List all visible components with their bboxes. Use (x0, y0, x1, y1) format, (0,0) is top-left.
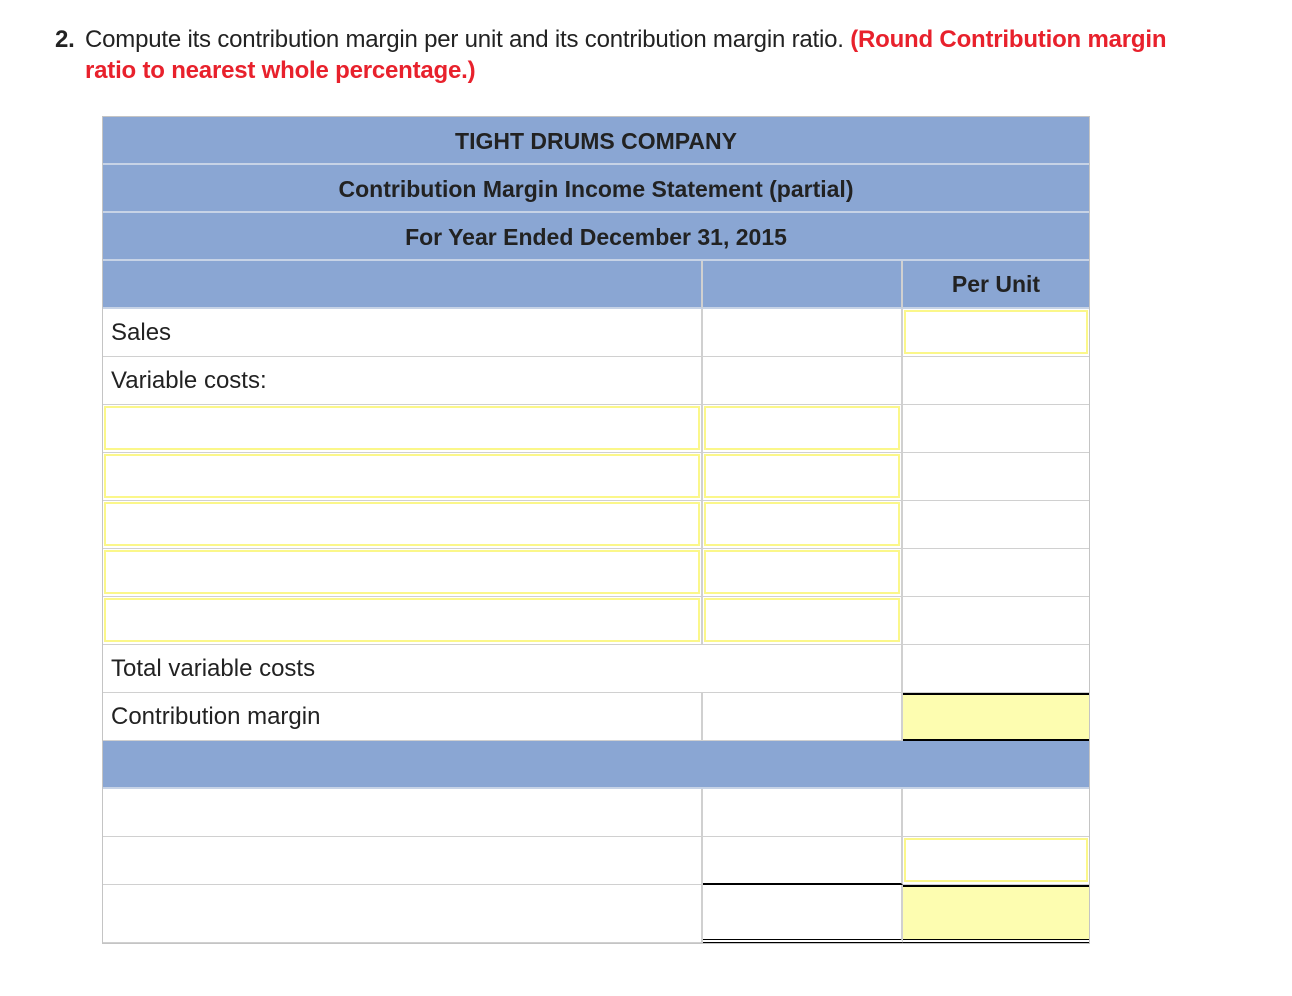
variable-cost-row (103, 405, 1089, 453)
contribution-margin-label: Contribution margin (111, 703, 321, 730)
ratio-row (103, 837, 1089, 885)
variable-costs-heading-row (103, 357, 1089, 405)
contribution-margin-ratio-input[interactable] (903, 887, 1089, 939)
variable-cost-row (103, 453, 1089, 501)
statement-title: Contribution Margin Income Statement (partial) (338, 176, 854, 202)
column-header-amount (703, 261, 903, 309)
variable-cost-label-input[interactable] (104, 406, 700, 450)
ratio-result-row (103, 885, 1089, 943)
sales-label: Sales (111, 319, 172, 346)
ratio-numerator-input[interactable] (904, 838, 1088, 882)
column-header-row (103, 261, 1089, 309)
statement-period-band (103, 213, 1089, 261)
variable-cost-amount-input[interactable] (704, 502, 900, 546)
company-name-band (103, 117, 1089, 165)
variable-cost-amount-input[interactable] (704, 598, 900, 642)
contribution-margin-row (103, 693, 1089, 741)
variable-cost-amount-input[interactable] (704, 406, 900, 450)
variable-cost-amount-input[interactable] (704, 454, 900, 498)
variable-cost-row (103, 501, 1089, 549)
statement-period: For Year Ended December 31, 2015 (405, 224, 787, 250)
statement-title-band (103, 165, 1089, 213)
income-statement-worksheet (102, 116, 1090, 944)
variable-cost-row (103, 549, 1089, 597)
ratio-section-band (103, 741, 1089, 789)
question-prompt (55, 24, 1285, 86)
sales-per-unit-input[interactable] (904, 310, 1088, 354)
sales-row (103, 309, 1089, 357)
variable-cost-label-input[interactable] (104, 550, 700, 594)
variable-cost-amount-input[interactable] (704, 550, 900, 594)
variable-cost-row (103, 597, 1089, 645)
column-header-per-unit (903, 261, 1089, 309)
column-header-label (103, 261, 703, 309)
question-number: 2. (55, 26, 75, 53)
contribution-margin-per-unit-input[interactable] (903, 695, 1089, 739)
rounding-hint: (Round Contribution margin (850, 26, 1167, 53)
rounding-hint-continued: ratio to nearest whole percentage.) (85, 57, 476, 84)
variable-cost-label-input[interactable] (104, 598, 700, 642)
company-name: TIGHT DRUMS COMPANY (455, 128, 737, 154)
total-variable-costs-row (103, 645, 1089, 693)
question-text: Compute its contribution margin per unit and its contribution margin ratio. (85, 26, 844, 53)
variable-costs-label: Variable costs: (111, 367, 267, 394)
per-unit-header: Per Unit (951, 271, 1041, 297)
ratio-row (103, 789, 1089, 837)
total-variable-costs-label: Total variable costs (111, 655, 316, 682)
variable-cost-label-input[interactable] (104, 502, 700, 546)
variable-cost-label-input[interactable] (104, 454, 700, 498)
